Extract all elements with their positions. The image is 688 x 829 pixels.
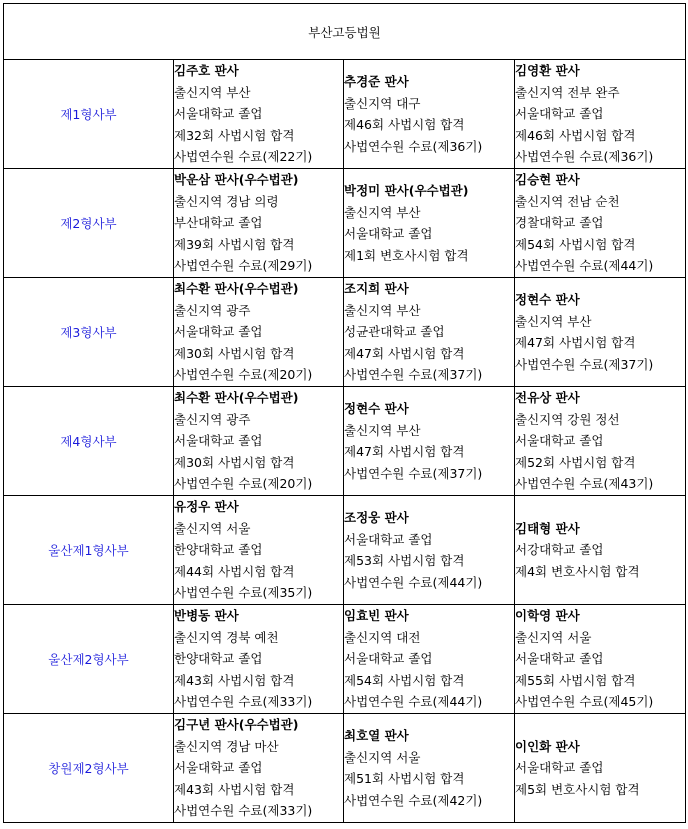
judge-detail-line: 서울대학교 졸업 <box>344 226 433 241</box>
judge-detail-line: 경찰대학교 졸업 <box>515 215 604 231</box>
judge-detail-line: 제43회 사법시험 합격 <box>174 672 295 688</box>
division-row <box>4 605 686 714</box>
judge-detail-line: 제46회 사법시험 합격 <box>344 117 465 132</box>
judge-cell <box>344 387 515 496</box>
division-name: 창원제2형사부 <box>4 714 174 823</box>
judge-detail-line: 출신지역 강원 정선 <box>515 411 620 427</box>
judge-detail-line: 제47회 사법시험 합격 <box>344 345 465 361</box>
judge-detail-line: 제1회 변호사시험 합격 <box>344 247 469 263</box>
judge-detail-line: 사법연수원 수료(제20기) <box>174 476 313 492</box>
judge-detail-line: 제47회 사법시험 합격 <box>515 335 636 350</box>
judge-cell <box>344 278 515 387</box>
judge-cell <box>344 496 515 605</box>
judge-detail-line: 출신지역 부산 <box>515 313 592 329</box>
division-name: 제3형사부 <box>4 278 174 387</box>
judge-detail-line: 서울대학교 졸업 <box>174 760 263 776</box>
judge-cell <box>174 714 344 823</box>
judge-detail-line: 서울대학교 졸업 <box>344 531 433 547</box>
division-name: 제4형사부 <box>4 387 174 496</box>
judge-name: 김승현 판사 <box>515 172 580 188</box>
judge-detail-line: 서울대학교 졸업 <box>344 651 433 667</box>
judge-detail-line: 사법연수원 수료(제43기) <box>515 476 654 492</box>
judge-name: 정현수 판사 <box>515 292 580 307</box>
judge-detail-line: 제47회 사법시험 합격 <box>344 444 465 459</box>
judge-detail-line: 제53회 사법시험 합격 <box>344 553 465 568</box>
judge-detail-line: 출신지역 부산 <box>344 302 421 318</box>
judge-detail-line: 사법연수원 수료(제20기) <box>174 367 313 383</box>
judge-detail-line: 출신지역 부산 <box>344 204 421 220</box>
judge-cell <box>174 387 344 496</box>
judge-detail-line: 제51회 사법시험 합격 <box>344 771 465 786</box>
judge-detail-line: 서울대학교 졸업 <box>515 651 604 667</box>
judge-detail-line: 출신지역 전남 순천 <box>515 193 620 209</box>
judge-name: 최호열 판사 <box>344 728 409 743</box>
judge-name: 김영환 판사 <box>515 63 580 79</box>
judge-cell <box>344 60 515 169</box>
judge-name: 박정미 판사(우수법관) <box>344 183 469 198</box>
judge-detail-line: 제46회 사법시험 합격 <box>515 127 636 143</box>
judge-detail-line: 출신지역 광주 <box>174 411 251 427</box>
judge-cell <box>515 278 686 387</box>
judge-detail-line: 사법연수원 수료(제42기) <box>344 792 483 808</box>
division-row <box>4 387 686 496</box>
judge-name: 추경준 판사 <box>344 74 409 89</box>
judge-detail-line: 서울대학교 졸업 <box>174 106 263 122</box>
judge-detail-line: 제30회 사법시험 합격 <box>174 454 295 470</box>
judge-detail-line: 사법연수원 수료(제37기) <box>344 465 483 481</box>
judge-detail-line: 부산대학교 졸업 <box>174 215 263 231</box>
division-row <box>4 278 686 387</box>
judge-cell <box>174 605 344 714</box>
judge-detail-line: 제54회 사법시험 합격 <box>344 672 465 688</box>
judge-detail-line: 사법연수원 수료(제33기) <box>174 694 313 710</box>
judge-detail-line: 제5회 변호사시험 합격 <box>515 781 640 797</box>
judge-name: 최수환 판사(우수법관) <box>174 281 299 297</box>
judge-detail-line: 출신지역 대전 <box>344 629 421 645</box>
judge-detail-line: 서울대학교 졸업 <box>174 433 263 449</box>
judge-detail-line: 사법연수원 수료(제36기) <box>515 149 654 165</box>
judge-cell <box>174 169 344 278</box>
judge-name: 반병동 판사 <box>174 608 239 624</box>
judge-detail-line: 한양대학교 졸업 <box>174 542 263 558</box>
title-row <box>4 4 686 60</box>
judge-detail-line: 제55회 사법시험 합격 <box>515 672 636 688</box>
judge-cell <box>344 605 515 714</box>
judge-detail-line: 사법연수원 수료(제36기) <box>344 138 483 154</box>
judge-detail-line: 성균관대학교 졸업 <box>344 324 445 340</box>
division-row <box>4 169 686 278</box>
court-title: 부산고등법원 <box>4 4 686 60</box>
judge-detail-line: 출신지역 서울 <box>515 629 592 645</box>
judge-name: 김태형 판사 <box>515 520 580 536</box>
judge-name: 이인화 판사 <box>515 738 580 754</box>
judge-detail-line: 사법연수원 수료(제44기) <box>515 258 654 274</box>
judge-name: 이학영 판사 <box>515 608 580 624</box>
division-row <box>4 60 686 169</box>
division-row <box>4 496 686 605</box>
judge-detail-line: 서울대학교 졸업 <box>515 106 604 122</box>
judge-detail-line: 서울대학교 졸업 <box>174 324 263 340</box>
judge-cell <box>515 169 686 278</box>
judge-cell <box>515 714 686 823</box>
judge-name: 김주호 판사 <box>174 63 239 79</box>
judge-detail-line: 사법연수원 수료(제44기) <box>344 694 483 710</box>
judge-name: 전유상 판사 <box>515 390 580 406</box>
judge-cell <box>515 387 686 496</box>
division-name: 제1형사부 <box>4 60 174 169</box>
judge-name: 박운삼 판사(우수법관) <box>174 172 299 188</box>
judge-cell <box>515 496 686 605</box>
judge-detail-line: 출신지역 광주 <box>174 302 251 318</box>
judge-detail-line: 사법연수원 수료(제22기) <box>174 149 313 165</box>
judge-name: 최수환 판사(우수법관) <box>174 390 299 406</box>
judge-detail-line: 서강대학교 졸업 <box>515 542 604 558</box>
judge-cell <box>515 60 686 169</box>
judge-detail-line: 서울대학교 졸업 <box>515 760 604 776</box>
judge-cell <box>174 278 344 387</box>
judge-detail-line: 제30회 사법시험 합격 <box>174 345 295 361</box>
judge-detail-line: 제54회 사법시험 합격 <box>515 236 636 252</box>
division-row <box>4 714 686 823</box>
judge-detail-line: 사법연수원 수료(제35기) <box>174 585 313 601</box>
judge-detail-line: 출신지역 서울 <box>174 520 251 536</box>
judge-detail-line: 사법연수원 수료(제37기) <box>344 367 483 383</box>
judge-detail-line: 출신지역 대구 <box>344 95 421 111</box>
judge-detail-line: 출신지역 전부 완주 <box>515 84 620 100</box>
judge-detail-line: 사법연수원 수료(제33기) <box>174 803 313 819</box>
division-name: 울산제1형사부 <box>4 496 174 605</box>
judge-name: 유정우 판사 <box>174 499 239 515</box>
judge-name: 임효빈 판사 <box>344 608 409 624</box>
judge-detail-line: 제4회 변호사시험 합격 <box>515 563 640 579</box>
judge-detail-line: 한양대학교 졸업 <box>174 651 263 667</box>
judge-detail-line: 제39회 사법시험 합격 <box>174 236 295 252</box>
judge-detail-line: 사법연수원 수료(제44기) <box>344 574 483 590</box>
judge-detail-line: 출신지역 서울 <box>344 749 421 765</box>
judge-name: 조정웅 판사 <box>344 510 409 525</box>
judge-detail-line: 출신지역 경북 예천 <box>174 629 279 645</box>
division-name: 울산제2형사부 <box>4 605 174 714</box>
judge-detail-line: 제52회 사법시험 합격 <box>515 454 636 470</box>
judge-detail-line: 사법연수원 수료(제45기) <box>515 694 654 710</box>
judge-detail-line: 사법연수원 수료(제29기) <box>174 258 313 274</box>
judge-cell <box>174 60 344 169</box>
judge-detail-line: 제44회 사법시험 합격 <box>174 563 295 579</box>
court-judges-table <box>3 3 686 823</box>
judge-cell <box>344 169 515 278</box>
judge-detail-line: 제32회 사법시험 합격 <box>174 127 295 143</box>
judge-name: 김구년 판사(우수법관) <box>174 717 299 733</box>
judge-name: 정현수 판사 <box>344 401 409 416</box>
division-name: 제2형사부 <box>4 169 174 278</box>
judge-cell <box>174 496 344 605</box>
judge-name: 조지희 판사 <box>344 281 409 297</box>
court-table-body <box>4 4 686 823</box>
judge-detail-line: 출신지역 부산 <box>344 422 421 438</box>
judge-detail-line: 출신지역 부산 <box>174 84 251 100</box>
judge-detail-line: 서울대학교 졸업 <box>515 433 604 449</box>
judge-detail-line: 출신지역 경남 의령 <box>174 193 279 209</box>
judge-detail-line: 사법연수원 수료(제37기) <box>515 356 654 372</box>
judge-detail-line: 제43회 사법시험 합격 <box>174 781 295 797</box>
judge-detail-line: 출신지역 경남 마산 <box>174 738 279 754</box>
judge-cell <box>344 714 515 823</box>
judge-cell <box>515 605 686 714</box>
